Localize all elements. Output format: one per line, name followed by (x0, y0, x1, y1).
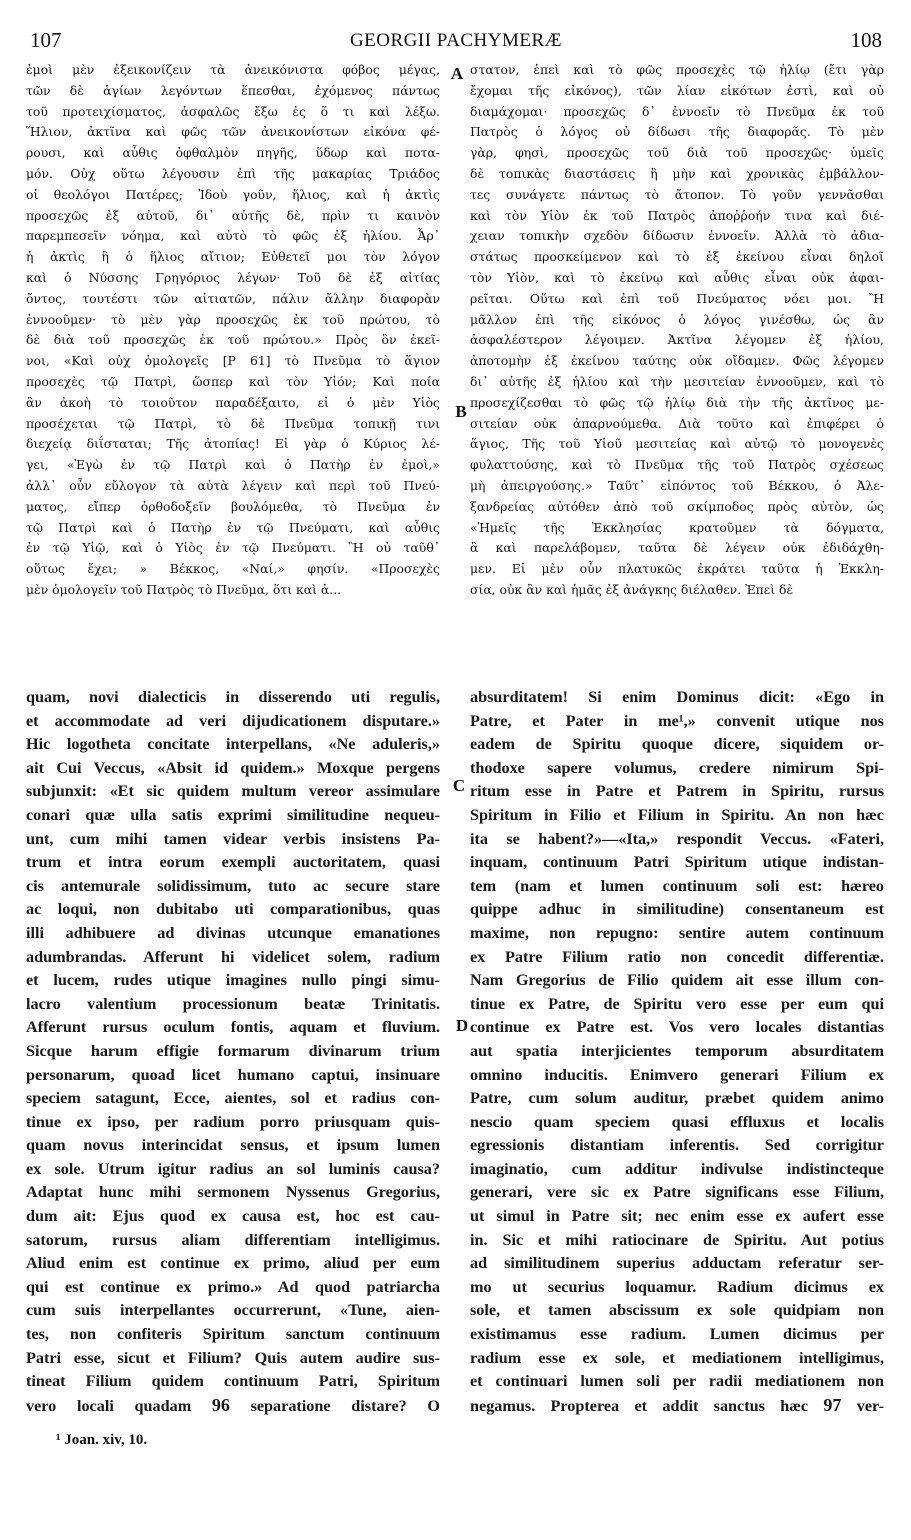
section-marker-a: A (450, 64, 464, 83)
latin-left-line: personarum, quoad licet humano captui, insinuare (26, 1065, 440, 1084)
section-marker-c: C (452, 776, 466, 795)
latin-right-line: thodoxe sapere volumus, credere nimirum Spi- (470, 758, 884, 777)
latin-left-line: ac loqui, non dubitabo uti comparationibus, quas (26, 900, 440, 919)
latin-left-line: et lucem, rudes utique imagines nullo pingi simu- (26, 971, 440, 990)
greek-left-line: τοῦ προτειχίσματος, ἀσφαλῶς ἔξω ἐς ὅ τι καὶ λέξω. (26, 103, 440, 119)
page-header (30, 28, 882, 58)
latin-left-line-text: vero locali quadam (26, 1396, 192, 1415)
latin-left-line: quam novus interincidat sensus, et ipsum lumen (26, 1136, 440, 1155)
latin-left-line: speciem satagunt, Ecce, aientes, sol et radius con- (26, 1089, 440, 1108)
greek-right-line: διαμάχομαι· προσεχῶς δ᾽ ἐννοεῖν τὸ Πνεῦμα ἐκ τοῦ (470, 103, 884, 119)
latin-left-line: unt, cum mihi tamen videar verbis insistens Pa- (26, 829, 440, 848)
greek-right-line: ρεῖται. Οὕτω καὶ ἐπὶ τοῦ Πνεύματος νόει μοι. Ἢ (470, 290, 884, 306)
greek-right-line: τὸν Υἱὸν, καὶ τὸ ἐκείνῳ καὶ αὖθις εἶναι οὐκ ἀφαι- (470, 269, 884, 285)
latin-right-line: quippe adhuc in similitudine) consentaneum est (470, 900, 884, 919)
latin-right-line: ita se habent?»—«Ita,» respondit Veccus. «Fateri, (470, 829, 884, 848)
latin-left-line: trum et intra eorum exempli auctoritatem, quasi (26, 853, 440, 872)
latin-right-line: in. Sic et mihi ratiocinare de Spiritu. Aut potius (470, 1230, 884, 1249)
latin-left-line: cum suis interpellantes occurrerunt, «Tune, aien- (26, 1301, 440, 1320)
greek-left-line: μόν. Οὐχ οὕτω λέγουσιν ἐπὶ τῆς μακαρίας Τριάδος (26, 165, 440, 181)
latin-left-line: Aliud enim est continue ex primo, aliud per eum (26, 1254, 440, 1273)
greek-left-line: ἡ ἀκτὶς ἢ ὁ ἥλιος αἴτιον; Εὐθετεῖ μοι τὸν λόγον (26, 249, 440, 265)
greek-right-line: τες συνάγετε πάντως τὸ ἄτοπον. Τὸ γοῦν γεννᾶσθαι (470, 186, 884, 202)
latin-left-line: tineat Filium quidem continuum Patri, Spiritum (26, 1372, 440, 1391)
latin-left-line: conari quæ ulla satis exprimi similitudine nequeu- (26, 805, 440, 824)
greek-left-line: δὲ διὰ τοῦ προσεχῶς ἐκ τοῦ πρώτου.» Πρὸς ὃν ἐκεῖ- (26, 332, 440, 348)
latin-left-line: tinue ex ipso, per radium porro priusquam quis- (26, 1112, 440, 1131)
greek-right-line: ξανδρείας αὐτόθεν ἀπὸ τοῦ σκίμποδος πρὸς αὐτὸν, ὡς (470, 498, 884, 514)
latin-right-line: imaginatio, cum additur indivulse indistincteque (470, 1159, 884, 1178)
latin-right-line: maxime, non repugno: sentire autem continuum (470, 923, 884, 942)
latin-right-line: inquam, continuum Patri Spiritum utique indistan- (470, 853, 884, 872)
greek-left-line: οἱ θεολόγοι Πατέρες; Ἰδοὺ γοῦν, ἥλιος, καὶ ἡ ἀκτὶς (26, 186, 440, 202)
latin-right-line: existimamus esse radium. Lumen dicimus per (470, 1325, 884, 1344)
latin-right-line: ritum esse in Patre et Patrem in Spiritu, rursus (470, 782, 884, 801)
latin-left-line (26, 1394, 440, 1418)
greek-left-line: προσέχεται τῷ Πατρὶ, τὸ δὲ Πνεῦμα τοπικῇ τινι (26, 415, 440, 431)
latin-left-line: et accommodate ad veri dijudicationem disputare.» (26, 711, 440, 730)
greek-left-line: ἐμοὶ μὲν ἐξεικονίζειν τὰ ἀνεικόνιστα φόβος μέγας, (26, 62, 440, 77)
latin-right-line: generari, vere sic ex Patre significans esse Filium, (470, 1183, 884, 1202)
column-page-number: 96 (211, 1394, 230, 1415)
latin-right-line: sole, et tamen abscissum ex sole quidpiam non (470, 1301, 884, 1320)
greek-right-line: μεν. Εἰ μὲν οὖν πλατυκῶς ἐκράτει ταῦτα ἡ Ἐκκλη- (470, 561, 884, 577)
latin-left-line: cis antemurale solidissimum, tuto ac secure stare (26, 876, 440, 895)
latin-column-left (26, 686, 440, 1426)
latin-left-line: tes, non confiteris Spiritum sanctum continuum (26, 1325, 440, 1344)
column-page-number: 97 (823, 1394, 842, 1415)
greek-left-line: ἐννοοῦμεν· τὸ μὲν γὰρ προσεχῶς ἐκ τοῦ πρώτου, τὸ (26, 311, 440, 327)
greek-left-line: ἀλλ᾽ οὖν εὔλογον τὰ αὐτὰ λέγειν καὶ περὶ τοῦ Πνεύ- (26, 477, 440, 493)
greek-column-left (26, 60, 440, 684)
greek-left-line: νοι, «Καὶ οὐχ ὁμολογεῖς [P 61] τὸ Πνεῦμα τὸ ἅγιον (26, 353, 440, 369)
greek-left-line: ματος, εἴπερ ὀρθοδοξεῖν βουλόμεθα, τὸ Πνεῦμα ἐν (26, 498, 440, 514)
section-marker-d: D (455, 1016, 469, 1035)
latin-left-line: ait Cui Veccus, «Absit id quidem.» Moxque pergens (26, 758, 440, 777)
latin-right-line: eadem de Spiritu quoque dicere, siquidem or- (470, 735, 884, 754)
greek-right-line: σιτείαν οὐκ ἀπαρνούμεθα. Διὰ τοῦτο καὶ ἐπιφέρει ὁ (470, 415, 884, 431)
greek-right-line: στάτως προσκείμενον καὶ τὸ ἐξ ἐκείνου εἶναι δηλοῖ (470, 249, 884, 265)
latin-left-line: subjunxit: «Et sic quidem multum vereor assimulare (26, 782, 440, 801)
latin-right-line: aut spatia interjicientes temporum absurditatem (470, 1041, 884, 1060)
greek-left-line: γει, «Ἐγὼ ἐν τῷ Πατρὶ καὶ ὁ Πατὴρ ἐν ἐμοὶ,» (26, 457, 440, 473)
latin-right-line (470, 1394, 884, 1418)
latin-right-line: ad similitudinem superius adductam referatur ser- (470, 1254, 884, 1273)
latin-right-line: continue ex Patre est. Vos vero locales distantias (470, 1018, 884, 1037)
greek-left-line: προσεχὲς τῷ Πατρὶ, ὥσπερ καὶ τὸν Υἱόν; Καὶ ποία (26, 373, 440, 389)
latin-right-line: mo ut securius loquamur. Radium dicimus ex (470, 1277, 884, 1296)
latin-left-line: dum ait: Ejus quod ex causa est, hoc est cau- (26, 1207, 440, 1226)
footnote: ¹ Joan. xiv, 10. (56, 1432, 148, 1448)
latin-right-line: radium esse ex sole, et mediationem intelligimus, (470, 1348, 884, 1367)
greek-right-line: στατον, ἐπεὶ καὶ τὸ φῶς προσεχὲς τῷ ἡλίῳ (ἔτι γὰρ (470, 62, 884, 77)
latin-left-line-tail: separatione distare? O (250, 1396, 440, 1415)
latin-right-line-tail: ver- (856, 1396, 884, 1415)
greek-left-line: μὲν ὁμολογεῖν τοῦ Πατρὸς τὸ Πνεῦμα, ὅτι καὶ ἀ... (26, 581, 342, 597)
greek-right-line: φυλαττούσης, καὶ τὸ Πνεῦμα τῆς τοῦ Πατρὸς σχέσεως (470, 457, 884, 473)
greek-right-line: ἀποτομὴν ἐξ ἐκείνου ταύτης οὐκ οἴδαμεν. Φῶς λέγομεν (470, 353, 884, 369)
latin-right-line-text: negamus. Propterea et addit sanctus hæc (470, 1396, 809, 1415)
page-number-right: 108 (850, 28, 882, 52)
greek-right-line: Πατρὸς ὁ λόγος οὐ δίδωσι τῆς διαφορᾶς. Τὸ μὲν (470, 124, 884, 140)
greek-right-line: ἅγιος, Τῆς τοῦ Υἱοῦ μεσιτείας καὶ αὐτῷ τὸ μονογενὲς (470, 436, 884, 452)
greek-left-line: ὄντος, τουτέστι τῶν αἰτιατῶν, πάλιν ἄλλην διαφορὰν (26, 290, 440, 306)
latin-left-line: ex sole. Utrum igitur radius an sol luminis causa? (26, 1159, 440, 1178)
latin-right-line: et continuari lumen soli per radii mediationem non (470, 1372, 884, 1391)
latin-left-line: adumbrandas. Afferunt hi videlicet solem, radium (26, 947, 440, 966)
greek-right-line: καὶ τὸν Υἱὸν ἐκ τοῦ Πατρὸς ἀποῤῥοήν τινα καὶ διέ- (470, 207, 884, 223)
latin-right-line: ex Patre Filium ratio non concedit differentiæ. (470, 947, 884, 966)
latin-right-line: ut simul in Patre sit; nec enim esse ex aufert esse (470, 1207, 884, 1226)
greek-right-line: δι᾽ αὐτῆς ἐξ ἡλίου καὶ τὴν μεσιτείαν ἐννοοῦμεν, καὶ τὸ (470, 373, 884, 389)
latin-left-line: illi adhibuere ad divinas utcunque emanationes (26, 923, 440, 942)
greek-left-line: ρουσι, καὶ αὖθις ὀφθαλμὸν πηγῆς, ὕδωρ καὶ ποτα- (26, 145, 440, 161)
greek-column-right (470, 60, 884, 684)
greek-left-line: καὶ ὁ Νύσσης Γρηγόριος λέγων· Τοῦ δὲ ἐξ αἰτίας (26, 269, 440, 285)
latin-left-line: satorum, rursus aliam differentiam intelligimus. (26, 1230, 440, 1249)
greek-left-line: ἂν ἀκοὴ τὸ τοιοῦτον παραδέξαιτο, εἰ ὁ μὲν Υἱὸς (26, 394, 440, 410)
latin-left-line: quam, novi dialecticis in disserendo uti regulis, (26, 688, 440, 706)
greek-right-line: γὰρ, φησὶ, προσεχῶς τοῦ διὰ τοῦ προσεχῶς· ὑμεῖς (470, 145, 884, 161)
latin-right-line: Nam Gregorius de Filio quidem ait esse illum con- (470, 971, 884, 990)
greek-left-line: τῷ Πατρὶ καὶ ὁ Πατὴρ ἐν τῷ Πνεύματι, καὶ αὖθις (26, 519, 440, 535)
latin-right-line: absurditatem! Si enim Dominus dicit: «Ego in (470, 688, 884, 706)
latin-left-line: qui est continue ex primo.» Ad quod patriarcha (26, 1277, 440, 1296)
latin-left-line: Sicque harum effigie formarum divinarum trium (26, 1041, 440, 1060)
greek-right-line: χειαν τοπικὴν σχεδὸν δίδωσιν ἐννοεῖν. Ἀλλὰ τὸ ἀδια- (470, 228, 884, 244)
latin-right-line: Patre, cum solum auditur, præbet quidem animo (470, 1089, 884, 1108)
latin-left-line: Hic logotheta concitate interpellans, «Ne aduleris,» (26, 735, 440, 754)
greek-left-line: ἐν τῷ Υἱῷ, καὶ ὁ Υἱὸς ἐν τῷ Πνεύματι. Ἢ οὐ ταῦθ᾽ (26, 540, 440, 556)
greek-right-line: προσεχίζεσθαι τὸ φῶς τῷ ἡλίῳ διὰ τὴν τῆς ἀκτῖνος με- (470, 394, 884, 410)
greek-left-line: οὕτως ἔχει; » Βέκκος, «Ναί,» φησίν. «Προσεχὲς (26, 561, 440, 577)
greek-left-line: προσεχῶς ἐξ αὐτοῦ, δι᾽ αὐτῆς δὲ, πρὶν τι καινὸν (26, 207, 440, 223)
greek-right-line: ἔχομαι τῆς εἰκόνος), τῶν λίαν εἰκότων ἐστὶ, καὶ οὐ (470, 82, 884, 98)
greek-right-line: ἀσφαλέστερον λέγοιμεν. Ἀκτῖνα λέγομεν ἐξ ἡλίου, (470, 332, 884, 348)
greek-left-line: τῶν δὲ ἁγίων λεγόντων ἕπεσθαι, ἐχόμενος πάντως (26, 82, 440, 98)
section-marker-b: B (455, 402, 467, 421)
latin-right-line: nescio quam speciem quasi effluxus et localis (470, 1112, 884, 1131)
page-number-left: 107 (30, 28, 62, 52)
latin-left-line: Adaptat hunc mihi sermonem Nyssenus Gregorius, (26, 1183, 440, 1202)
running-title: GEORGII PACHYMERÆ (349, 30, 563, 51)
greek-left-line: Ἥλιον, ἀκτῖνα καὶ φῶς τῶν ἀνεικονίστων εἰκόνα φέ- (26, 124, 440, 140)
greek-left-line: διεχείᾳ διΐσταται; Τῆς ἀτοπίας! Εἰ γὰρ ὁ Κύριος λέ- (26, 436, 440, 452)
latin-right-line: tinue ex Patre, de Spiritu vero esse per eum qui (470, 994, 884, 1013)
latin-left-line: Patri esse, sicut et Filium? Quis autem audire sus- (26, 1348, 440, 1367)
greek-left-line: παρεμπεσεῖν νόημα, καὶ αὐτὸ τὸ φῶς ἐξ ἡλίου. Ἆρ᾽ (26, 228, 440, 244)
latin-right-line: egressionis distantiam inferentis. Sed corrigitur (470, 1136, 884, 1155)
latin-left-line: Afferunt rursus oculum fontis, aquam et fluvium. (26, 1018, 440, 1037)
latin-right-line: Patre, et Pater in me¹,» convenit utique nos (470, 711, 884, 730)
latin-right-line: tem (nam et lumen continuum soli est: hæreo (470, 876, 884, 895)
greek-right-line: σία, οὐκ ἂν καὶ ἡμᾶς ἐξ ἀνάγκης διέλαθεν. Ἐπεὶ δὲ (470, 581, 794, 597)
greek-right-line: «Ἡμεῖς τῆς Ἐκκλησίας κρατοῦμεν τὰ δόγματα, (470, 519, 884, 535)
greek-right-line: ἃ καὶ παρελάβομεν, ταῦτα δὲ λέγειν οὐκ ἐδιδάχθη- (470, 540, 884, 556)
latin-left-line: lacro valentium processionum beatæ Trinitatis. (26, 994, 440, 1013)
latin-right-line: omnino inducitis. Enimvero generari Filium ex (470, 1065, 884, 1084)
greek-right-line: δὲ τοπικὰς διαστάσεις ἢ μὴν καὶ χρονικὰς ἐμβάλλον- (470, 165, 884, 181)
greek-right-line: μὴ ἀπειργούσης.» Ταῦτ᾽ εἰπόντος τοῦ Βέκκου, ὁ Ἀλε- (470, 477, 884, 493)
latin-column-right (470, 686, 884, 1426)
greek-right-line: μᾶλλον ἐπὶ τῆς εἰκόνος ὁ λόγος γινέσθω, ὡς ἂν (470, 311, 884, 327)
latin-right-line: Spiritum in Filio et Filium in Spiritu. An non hæc (470, 805, 884, 824)
